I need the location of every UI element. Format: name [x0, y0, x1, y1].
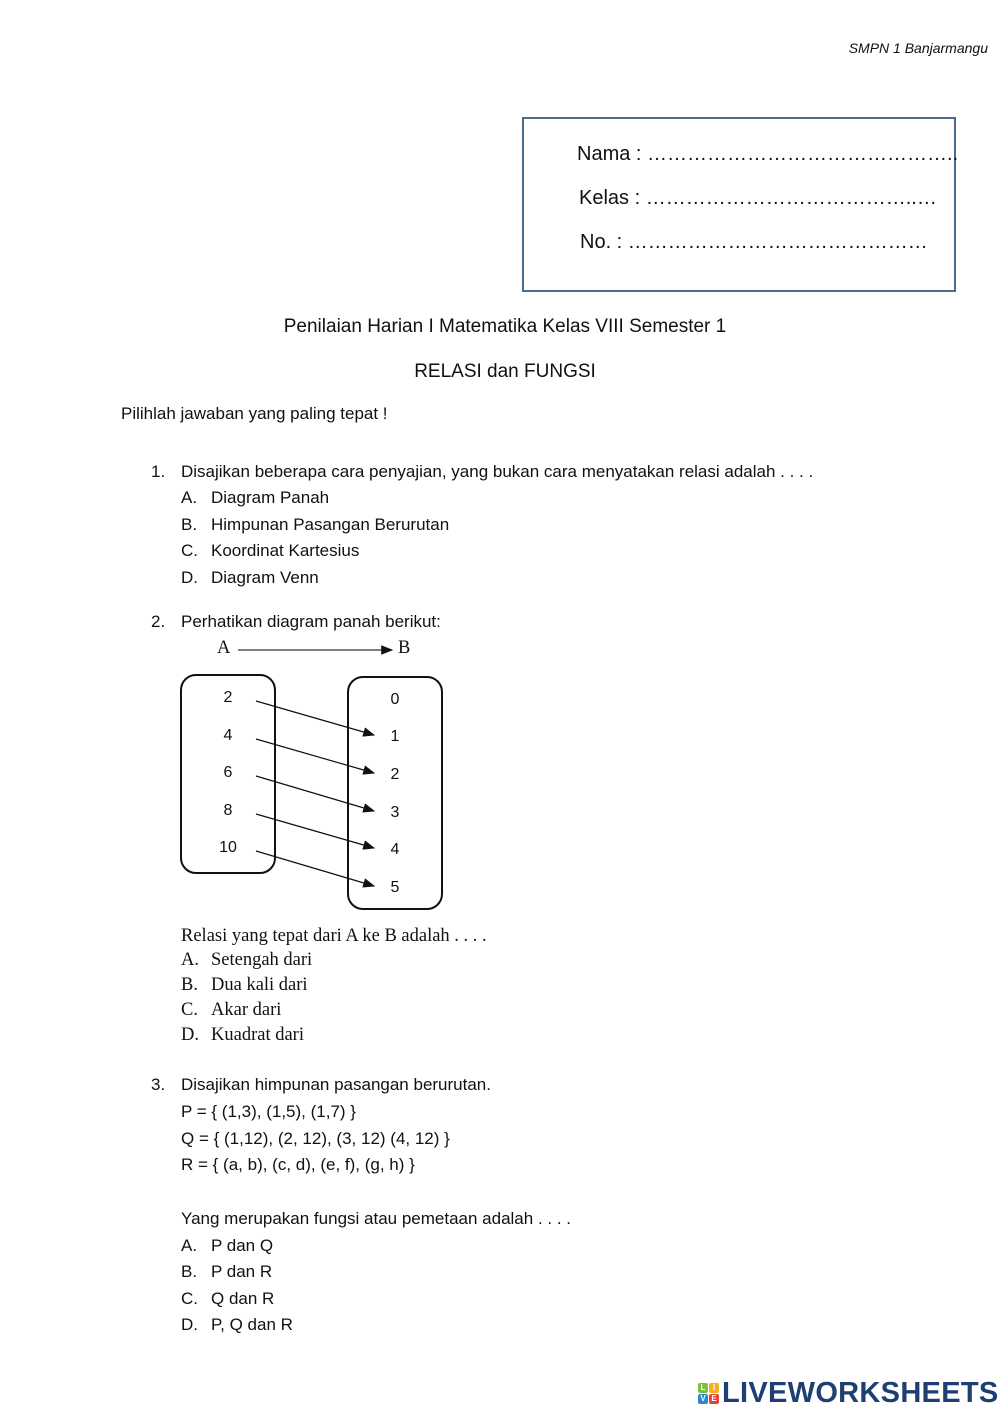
- set-b-label: B: [398, 638, 411, 658]
- option-text[interactable]: Dua kali dari: [211, 975, 308, 995]
- option-letter[interactable]: D.: [181, 1025, 199, 1045]
- mapping-arrow: [256, 851, 374, 886]
- set-b-value: 2: [390, 766, 400, 783]
- option-text[interactable]: Diagram Venn: [211, 568, 319, 588]
- q1-number: 1.: [151, 462, 166, 481]
- page-title: Penilaian Harian I Matematika Kelas VIII Semester 1: [283, 316, 727, 337]
- mapping-arrow: [256, 814, 374, 848]
- q2-question: Relasi yang tepat dari A ke B adalah . . . .: [181, 926, 487, 946]
- option-letter[interactable]: A.: [181, 488, 198, 507]
- option-text[interactable]: Himpunan Pasangan Berurutan: [211, 514, 450, 534]
- set-a-value: 6: [223, 764, 233, 781]
- set-b-value: 3: [390, 804, 400, 821]
- option-text[interactable]: Akar dari: [211, 1000, 282, 1020]
- ordered-pair-set: Q = { (1,12), (2, 12), (3, 12) (4, 12) }: [181, 1128, 450, 1148]
- set-b-value: 1: [390, 728, 400, 745]
- instruction: Pilihlah jawaban yang paling tepat !: [121, 404, 388, 423]
- school-name: SMPN 1 Banjarmangu: [848, 40, 988, 56]
- q2-text: Perhatikan diagram panah berikut:: [181, 612, 441, 631]
- page-subtitle: RELASI dan FUNGSI: [414, 361, 596, 382]
- option-letter[interactable]: C.: [181, 1000, 198, 1020]
- option-letter[interactable]: D.: [181, 568, 198, 588]
- option-text[interactable]: P, Q dan R: [211, 1314, 293, 1334]
- q1-text: Disajikan beberapa cara penyajian, yang bukan cara menyatakan relasi adalah . . . .: [181, 462, 814, 481]
- mapping-arrow: [256, 701, 374, 735]
- mapping-arrow: [256, 776, 374, 811]
- class-field[interactable]: Kelas : …………………………………..…: [579, 187, 937, 209]
- option-text[interactable]: Kuadrat dari: [211, 1025, 304, 1045]
- q2-number: 2.: [151, 612, 166, 631]
- option-letter[interactable]: B.: [181, 514, 198, 534]
- set-a-value: 8: [223, 802, 233, 819]
- option-letter[interactable]: D.: [181, 1314, 198, 1334]
- name-field[interactable]: Nama : ………………………………………..: [577, 143, 959, 165]
- option-text[interactable]: Koordinat Kartesius: [211, 541, 360, 561]
- number-field[interactable]: No. : ………………………………………: [580, 231, 928, 253]
- ordered-pair-set: P = { (1,3), (1,5), (1,7) }: [181, 1102, 356, 1121]
- q3-text: Disajikan himpunan pasangan berurutan.: [181, 1075, 491, 1094]
- option-text[interactable]: Diagram Panah: [211, 488, 330, 507]
- ordered-pair-set: R = { (a, b), (c, d), (e, f), (g, h) }: [181, 1155, 415, 1174]
- option-letter[interactable]: A.: [181, 950, 199, 970]
- q3-question: Yang merupakan fungsi atau pemetaan adalah . . . .: [181, 1209, 572, 1228]
- logo-icon: L I V E: [698, 1383, 719, 1404]
- set-a-value: 10: [219, 839, 237, 856]
- option-letter[interactable]: B.: [181, 975, 198, 995]
- option-text[interactable]: P dan Q: [211, 1236, 274, 1255]
- liveworksheets-logo: [698, 1377, 999, 1410]
- set-a-value: 2: [223, 689, 233, 706]
- set-b-value: 4: [390, 841, 400, 858]
- option-letter[interactable]: A.: [181, 1236, 198, 1255]
- set-a-label: A: [217, 638, 231, 658]
- option-letter[interactable]: C.: [181, 541, 198, 561]
- option-letter[interactable]: B.: [181, 1262, 198, 1282]
- option-letter[interactable]: C.: [181, 1288, 198, 1308]
- option-text[interactable]: Q dan R: [211, 1288, 275, 1308]
- mapping-arrow: [256, 739, 374, 773]
- q3-number: 3.: [151, 1075, 166, 1094]
- logo-text: LIVEWORKSHEETS: [722, 1377, 999, 1409]
- set-b-value: 5: [390, 879, 400, 896]
- option-text[interactable]: Setengah dari: [211, 950, 313, 970]
- option-text[interactable]: P dan R: [211, 1262, 273, 1282]
- set-b-value: 0: [390, 691, 400, 708]
- set-b-oval: [348, 677, 442, 909]
- set-a-value: 4: [223, 727, 233, 744]
